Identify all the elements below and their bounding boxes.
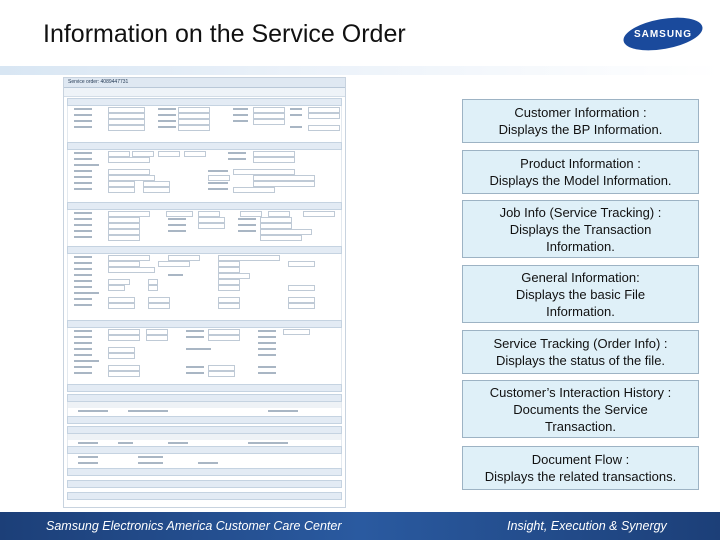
samsung-logo	[621, 14, 705, 54]
section-product-info	[67, 202, 342, 250]
callout-document-flow: Document Flow : Displays the related transactions.	[462, 446, 699, 490]
section-activities	[67, 446, 342, 470]
section-header-info	[67, 98, 342, 146]
title-rule	[0, 66, 720, 75]
section-service-tracking	[67, 246, 342, 324]
screenshot-titlebar: Service order: 4089447731	[64, 78, 345, 88]
logo-text: SAMSUNG	[633, 29, 693, 40]
callout-product-info: Product Information : Displays the Model Information.	[462, 150, 699, 194]
section-attachments-2	[67, 480, 342, 488]
callout-job-info: Job Info (Service Tracking) : Displays the Transaction Information.	[462, 200, 699, 258]
callout-general-info: General Information: Displays the basic File Information.	[462, 265, 699, 323]
callout-interaction-history: Customer’s Interaction History : Documents the Service Transaction.	[462, 380, 699, 438]
footer-bar	[0, 512, 720, 540]
section-exchange	[67, 384, 342, 392]
section-order-info	[67, 320, 342, 388]
callout-customer-info: Customer Information : Displays the BP Information.	[462, 99, 699, 143]
section-attachments	[67, 416, 342, 424]
footer-left-text: Samsung Electronics America Customer Care Center	[46, 519, 342, 533]
service-order-screenshot	[63, 77, 346, 508]
footer-right-text: Insight, Execution & Synergy	[507, 519, 667, 533]
screenshot-toolbar	[64, 88, 345, 97]
section-customer-info	[67, 142, 342, 206]
slide-title: Information on the Service Order	[43, 20, 406, 48]
section-footer	[67, 492, 342, 500]
callout-service-tracking: Service Tracking (Order Info) : Displays the status of the file.	[462, 330, 699, 374]
section-interaction-history	[67, 394, 342, 418]
section-date-tracking	[67, 468, 342, 476]
